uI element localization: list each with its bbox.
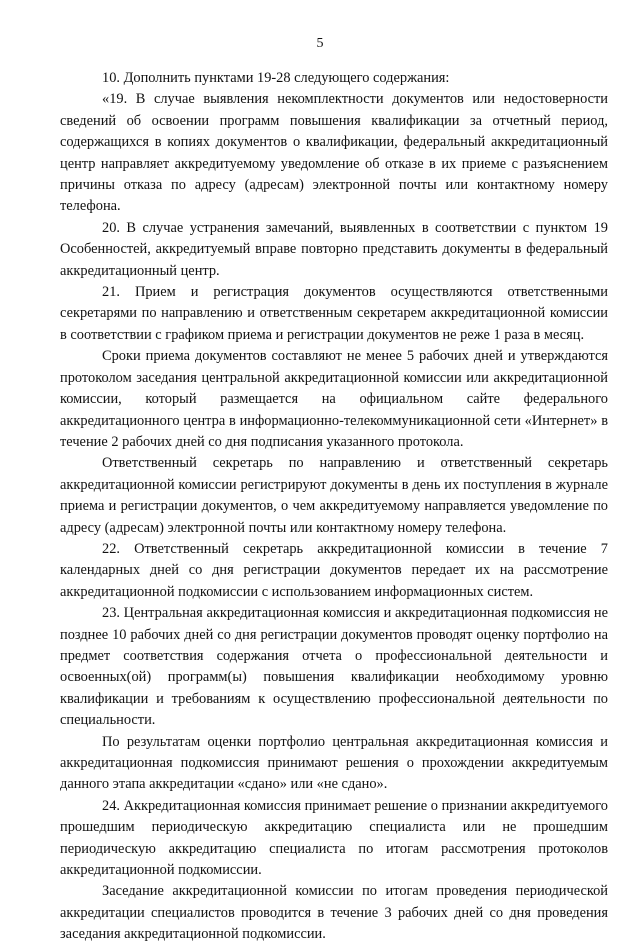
paragraph-item-10: 10. Дополнить пунктами 19-28 следующего содержания: xyxy=(102,70,450,86)
paragraph-registration: Ответственный секретарь по направлению и ответственный секретарь аккредитационной комиссии регистрируют документы в день их поступления в журнале приема и регистрации документов, о чем аккредитуемому направляется уведомление по адресу (адресам) электронной почты или контактному номеру телефона. xyxy=(60,455,608,536)
document-body xyxy=(60,68,608,946)
paragraph-item-21: 21. Прием и регистрация документов осуществляются ответственными секретарями по направлению и ответственным секретарем аккредитационной комиссии в соответствии с графиком приема и регистрации документов не реже 1 раза в месяц. xyxy=(60,284,608,343)
page-number: 5 xyxy=(316,36,324,51)
paragraph-item-19: «19. В случае выявления некомплектности документов или недостоверности сведений об освоении программ повышения квалификации за отчетный период, содержащихся в копиях документов о квалификации, федеральный аккредитационный центр направляет аккредитуемому уведомление об отказе в их приеме с разъяснением причины отказа по адресу (адресам) электронной почты или контактному номеру телефона. xyxy=(60,91,608,215)
paragraph-item-20: 20. В случае устранения замечаний, выявленных в соответствии с пунктом 19 Особенностей, аккредитуемый вправе повторно представить документы в федеральный аккредитационный центр. xyxy=(60,219,608,279)
paragraph-item-24: 24. Аккредитационная комиссия принимает решение о признании аккредитуемого прошедшим периодическую аккредитацию специалиста или не прошедшим периодическую аккредитацию специалиста по итогам рассмотрения протоколов аккредитационной подкомиссии. xyxy=(60,797,608,879)
paragraph-commission-meeting: Заседание аккредитационной комиссии по итогам проведения периодической аккредитации специалистов проводится в течение 3 рабочих дней со дня проведения заседания аккредитационной подкомиссии. xyxy=(60,883,608,943)
paragraph-item-22: 22. Ответственный секретарь аккредитационной комиссии в течение 7 календарных дней со дня регистрации документов передает их на рассмотрение аккредитационной подкомиссии с использованием информационных систем. xyxy=(60,540,608,600)
paragraph-item-23: 23. Центральная аккредитационная комиссия и аккредитационная подкомиссия не позднее 10 рабочих дней со дня регистрации документов проводят оценку портфолио на предмет соответствия содержания отчета о профессиональной деятельности и освоенных(ой) программ(ы) повышения квалификации необходимому уровню квалификации и требованиям к осуществлению профессиональной деятельности по специальности. xyxy=(60,605,608,729)
paragraph-portfolio-results: По результатам оценки портфолио центральная аккредитационная комиссия и аккредитационная подкомиссия принимают решения о прохождении аккредитуемым данного этапа аккредитации «сдано» или «не сдано». xyxy=(60,733,608,793)
paragraph-submission-terms: Сроки приема документов составляют не менее 5 рабочих дней и утверждаются протоколом заседания центральной аккредитационной комиссии или аккредитационной комиссии, который размещается на официальном сайте федерального аккредитационного центра в информационно-телекоммуникационной сети «Интернет» в течение 2 рабочих дней со дня подписания указанного протокола. xyxy=(60,348,608,450)
